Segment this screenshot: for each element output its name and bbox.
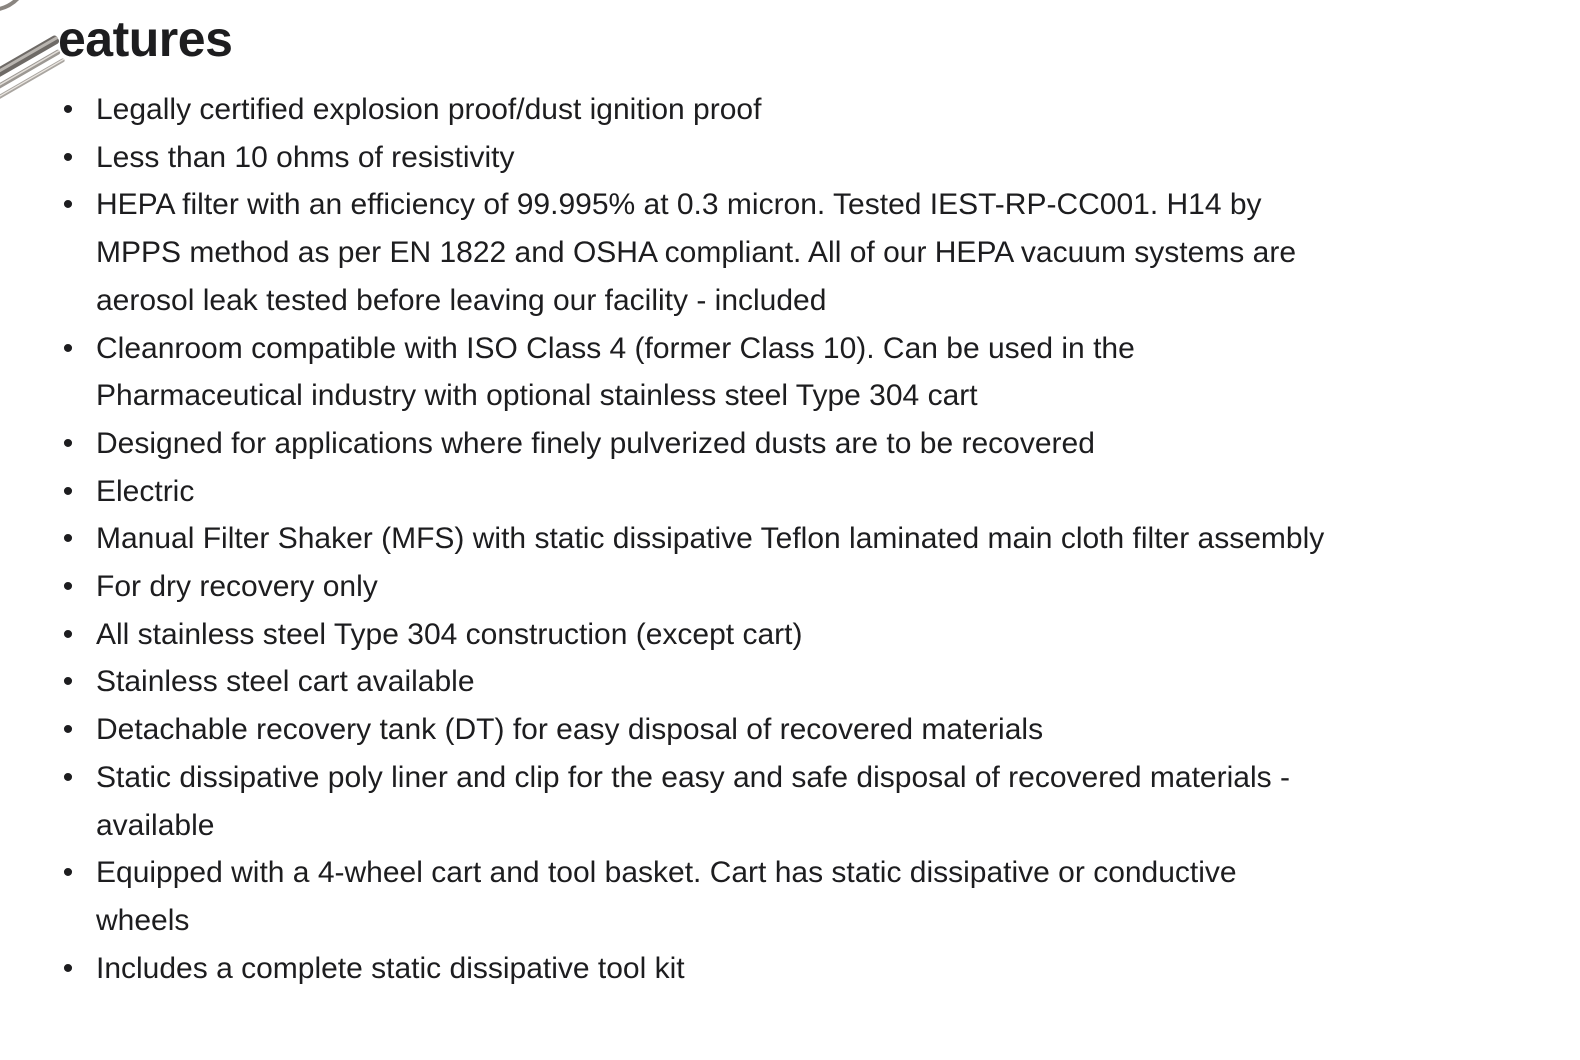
feature-text: Designed for applications where finely pulverized dusts are to be recovered [96, 426, 1095, 460]
bullet-icon: • [62, 760, 74, 794]
feature-text: Electric [96, 474, 195, 508]
feature-item [62, 181, 1336, 324]
feature-text: Manual Filter Shaker (MFS) with static dissipative Teflon laminated main cloth filter assembly [96, 522, 1325, 556]
feature-list [62, 86, 1336, 992]
feature-item [62, 945, 1336, 993]
feature-item [62, 468, 1336, 516]
feature-item [62, 754, 1336, 849]
bullet-icon: • [62, 856, 74, 890]
bullet-icon: • [62, 713, 74, 747]
bullet-icon: • [62, 426, 74, 460]
feature-item [62, 420, 1336, 468]
feature-text: HEPA filter with an efficiency of 99.995% at 0.3 micron. Tested IEST-RP-CC001. H14 by MPPS method as per EN 1822 and OSHA compliant. All of our HEPA vacuum systems are aerosol leak tested before leaving our facility - included [96, 188, 1296, 317]
feature-item [62, 134, 1336, 182]
feature-text: Includes a complete static dissipative tool kit [96, 951, 685, 985]
bullet-icon: • [62, 331, 74, 365]
feature-text: All stainless steel Type 304 construction (except cart) [96, 617, 803, 651]
feature-text: Detachable recovery tank (DT) for easy disposal of recovered materials [96, 713, 1044, 747]
bullet-icon: • [62, 570, 74, 604]
feature-item [62, 563, 1336, 611]
feature-item [62, 325, 1336, 420]
feature-item [62, 706, 1336, 754]
bullet-icon: • [62, 951, 74, 985]
feature-item [62, 849, 1336, 944]
feature-text: Cleanroom compatible with ISO Class 4 (former Class 10). Can be used in the Pharmaceutical industry with optional stainless steel Type 304 cart [96, 331, 1135, 413]
bullet-icon: • [62, 522, 74, 556]
feature-text: Equipped with a 4-wheel cart and tool basket. Cart has static dissipative or conductive wheels [96, 856, 1237, 937]
feature-text: Static dissipative poly liner and clip for the easy and safe disposal of recovered materials - available [96, 760, 1290, 842]
feature-item [62, 611, 1336, 659]
bullet-icon: • [62, 140, 74, 174]
feature-text: For dry recovery only [96, 570, 378, 604]
section-heading: eatures [58, 11, 233, 67]
feature-item [62, 515, 1336, 563]
feature-text: Legally certified explosion proof/dust ignition proof [96, 93, 762, 126]
feature-text: Stainless steel cart available [96, 665, 475, 699]
bullet-icon: • [62, 93, 74, 126]
bullet-icon: • [62, 188, 74, 222]
bullet-icon: • [62, 474, 74, 508]
bullet-icon: • [62, 617, 74, 651]
feature-text: Less than 10 ohms of resistivity [96, 140, 515, 174]
bullet-icon: • [62, 665, 74, 699]
feature-item [62, 658, 1336, 706]
feature-item [62, 86, 1336, 134]
